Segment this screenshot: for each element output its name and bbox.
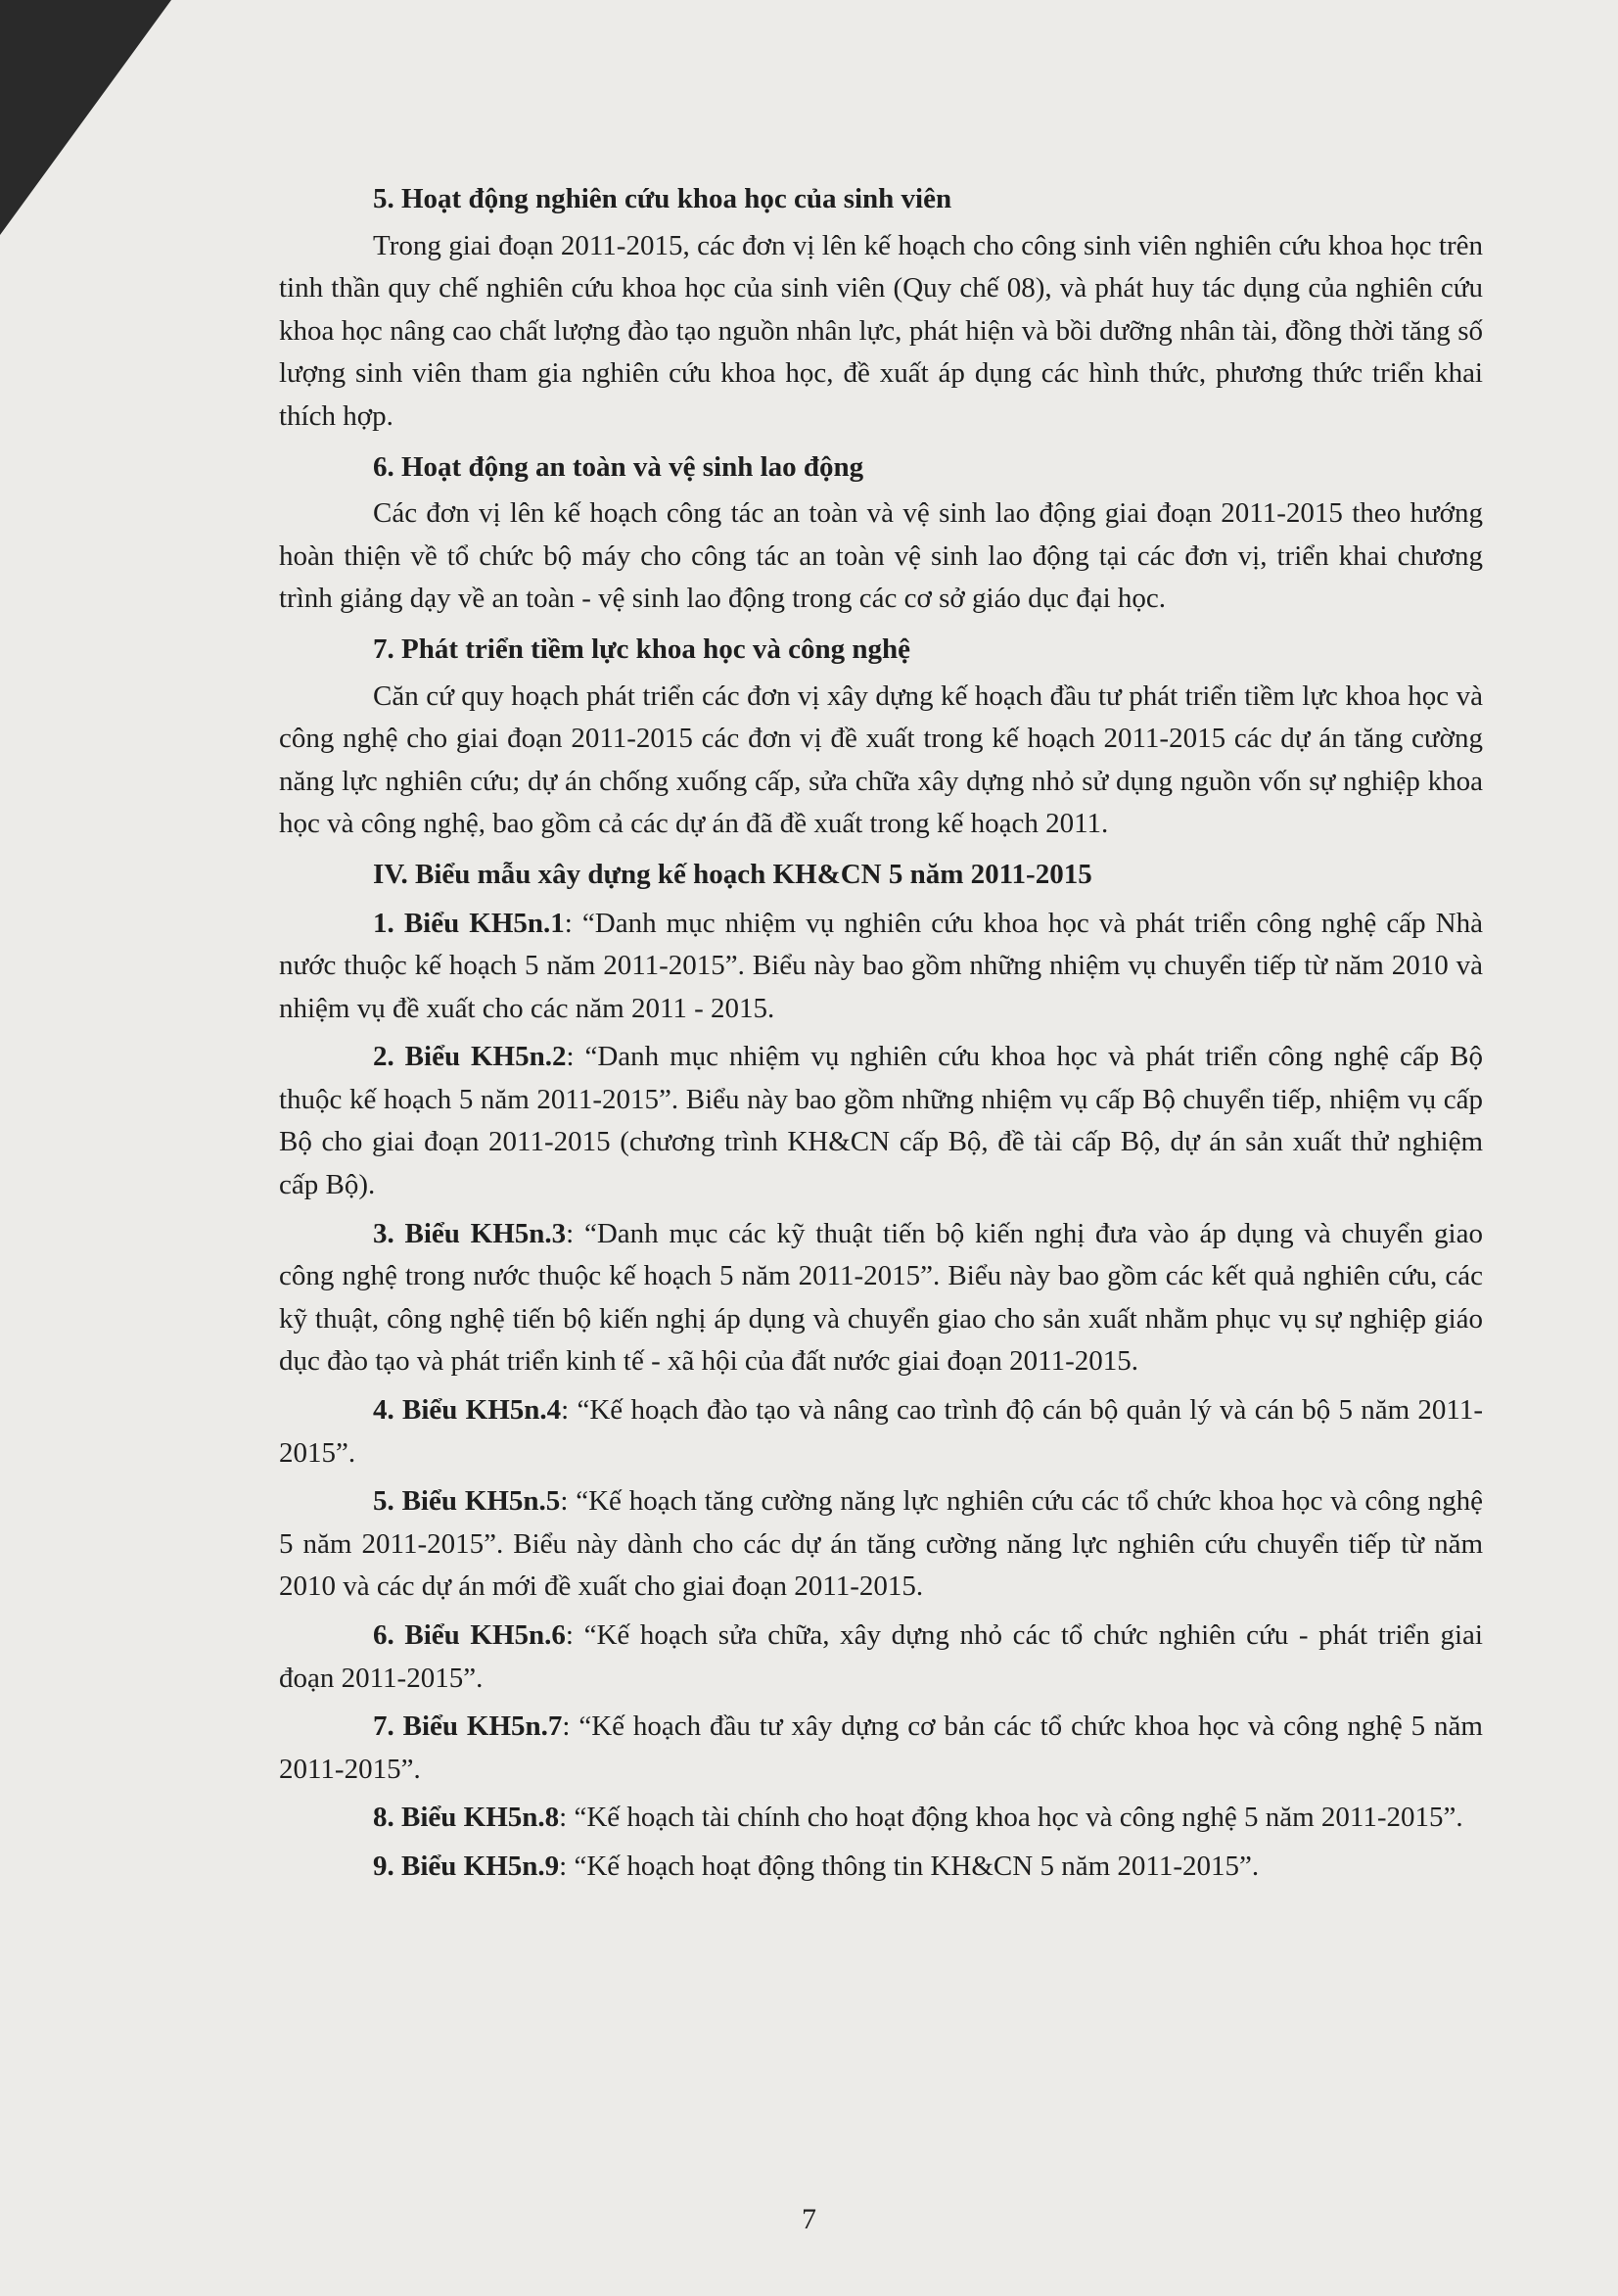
form-item-text: : “Kế hoạch tài chính cho hoạt động khoa học và công nghệ 5 năm 2011-2015”.	[559, 1802, 1463, 1834]
form-item-text: : “Kế hoạch hoạt động thông tin KH&CN 5 năm 2011-2015”.	[559, 1850, 1260, 1882]
form-item-2	[279, 1036, 1483, 1206]
form-item-label: 1. Biểu KH5n.1	[373, 907, 565, 939]
form-item-text: : “Kế hoạch tăng cường năng lực nghiên cứu các tổ chức khoa học và công nghệ 5 năm 2011-2015”. Biểu này dành cho các dự án tăng cường năng lực nghiên cứu chuyển tiếp từ năm 2010 và các dự án mới đề xuất cho giai đoạn 2011-2015.	[279, 1485, 1483, 1603]
form-item-label: 8. Biểu KH5n.8	[373, 1802, 560, 1834]
section-7-paragraph: Căn cứ quy hoạch phát triển các đơn vị xây dựng kế hoạch đầu tư phát triển tiềm lực khoa học và công nghệ cho giai đoạn 2011-2015 các đơn vị đề xuất trong kế hoạch 2011-2015 các dự án tăng cường năng lực nghiên cứu; dự án chống xuống cấp, sửa chữa xây dựng nhỏ sử dụng nguồn vốn sự nghiệp khoa học và công nghệ, bao gồm cả các dự án đã đề xuất trong kế hoạch 2011.	[279, 679, 1483, 840]
section-5-paragraph: Trong giai đoạn 2011-2015, các đơn vị lên kế hoạch cho công sinh viên nghiên cứu khoa học trên tinh thần quy chế nghiên cứu khoa học của sinh viên (Quy chế 08), và phát huy tác dụng của nghiên cứu khoa học nâng cao chất lượng đào tạo nguồn nhân lực, phát hiện và bồi dưỡng nhân tài, đồng thời tăng số lượng sinh viên tham gia nghiên cứu khoa học, đề xuất áp dụng các hình thức, phương thức triển khai thích hợp.	[279, 229, 1483, 432]
form-item-7	[279, 1706, 1483, 1791]
form-item-5	[279, 1480, 1483, 1609]
form-item-text: : “Danh mục nhiệm vụ nghiên cứu khoa học và phát triển công nghệ cấp Nhà nước thuộc kế hoạch 5 năm 2011-2015”. Biểu này bao gồm những nhiệm vụ chuyển tiếp từ năm 2010 và nhiệm vụ đề xuất cho các năm 2011 - 2015.	[279, 907, 1483, 1024]
form-item-label: 9. Biểu KH5n.9	[373, 1850, 560, 1882]
form-item-6	[279, 1615, 1483, 1700]
form-item-label: 5. Biểu KH5n.5	[373, 1485, 561, 1518]
form-item-text: : “Danh mục các kỹ thuật tiến bộ kiến nghị đưa vào áp dụng và chuyển giao công nghệ trong nước thuộc kế hoạch 5 năm 2011-2015”. Biểu này bao gồm các kết quả nghiên cứu, các kỹ thuật, công nghệ tiến bộ kiến nghị áp dụng và chuyển giao cho sản xuất nhằm phục vụ sự nghiệp giáo dục đào tạo và phát triển kinh tế - xã hội của đất nước giai đoạn 2011-2015.	[279, 1217, 1483, 1378]
section-6-paragraph: Các đơn vị lên kế hoạch công tác an toàn và vệ sinh lao động giai đoạn 2011-2015 theo hướng hoàn thiện về tổ chức bộ máy cho công tác an toàn vệ sinh lao động tại các đơn vị, triển khai chương trình giảng dạy về an toàn - vệ sinh lao động trong các cơ sở giáo dục đại học.	[279, 497, 1483, 615]
page-number: 7	[802, 2203, 816, 2235]
section-iv-heading: IV. Biểu mẫu xây dựng kế hoạch KH&CN 5 năm 2011-2015	[373, 858, 1092, 890]
form-item-9	[279, 1846, 1483, 1889]
form-item-label: 2. Biểu KH5n.2	[373, 1041, 567, 1073]
form-item-label: 3. Biểu KH5n.3	[373, 1217, 567, 1249]
section-7-heading: 7. Phát triển tiềm lực khoa học và công nghệ	[373, 633, 911, 665]
form-item-1	[279, 903, 1483, 1031]
document-body	[279, 178, 1483, 1889]
form-item-3	[279, 1213, 1483, 1383]
form-item-label: 6. Biểu KH5n.6	[373, 1619, 566, 1651]
form-item-8	[279, 1797, 1483, 1840]
form-item-4	[279, 1389, 1483, 1475]
section-6-heading: 6. Hoạt động an toàn và vệ sinh lao động	[373, 450, 864, 483]
form-item-label: 7. Biểu KH5n.7	[373, 1710, 563, 1743]
section-5-heading: 5. Hoạt động nghiên cứu khoa học của sinh viên	[373, 183, 952, 214]
form-item-label: 4. Biểu KH5n.4	[373, 1394, 562, 1427]
form-item-text: : “Kế hoạch sửa chữa, xây dựng nhỏ các tổ chức nghiên cứu - phát triển giai đoạn 2011-2015”.	[279, 1619, 1483, 1694]
form-item-text: : “Kế hoạch đầu tư xây dựng cơ bản các tổ chức khoa học và công nghệ 5 năm 2011-2015”.	[279, 1710, 1483, 1785]
form-item-text: : “Danh mục nhiệm vụ nghiên cứu khoa học và phát triển công nghệ cấp Bộ thuộc kế hoạch 5 năm 2011-2015”. Biểu này bao gồm những nhiệm vụ cấp Bộ chuyển tiếp, nhiệm vụ cấp Bộ cho giai đoạn 2011-2015 (chương trình KH&CN cấp Bộ, đề tài cấp Bộ, dự án sản xuất thử nghiệm cấp Bộ).	[279, 1041, 1483, 1201]
scan-corner-shadow	[0, 0, 171, 235]
form-item-text: : “Kế hoạch đào tạo và nâng cao trình độ cán bộ quản lý và cán bộ 5 năm 2011-2015”.	[279, 1394, 1483, 1469]
